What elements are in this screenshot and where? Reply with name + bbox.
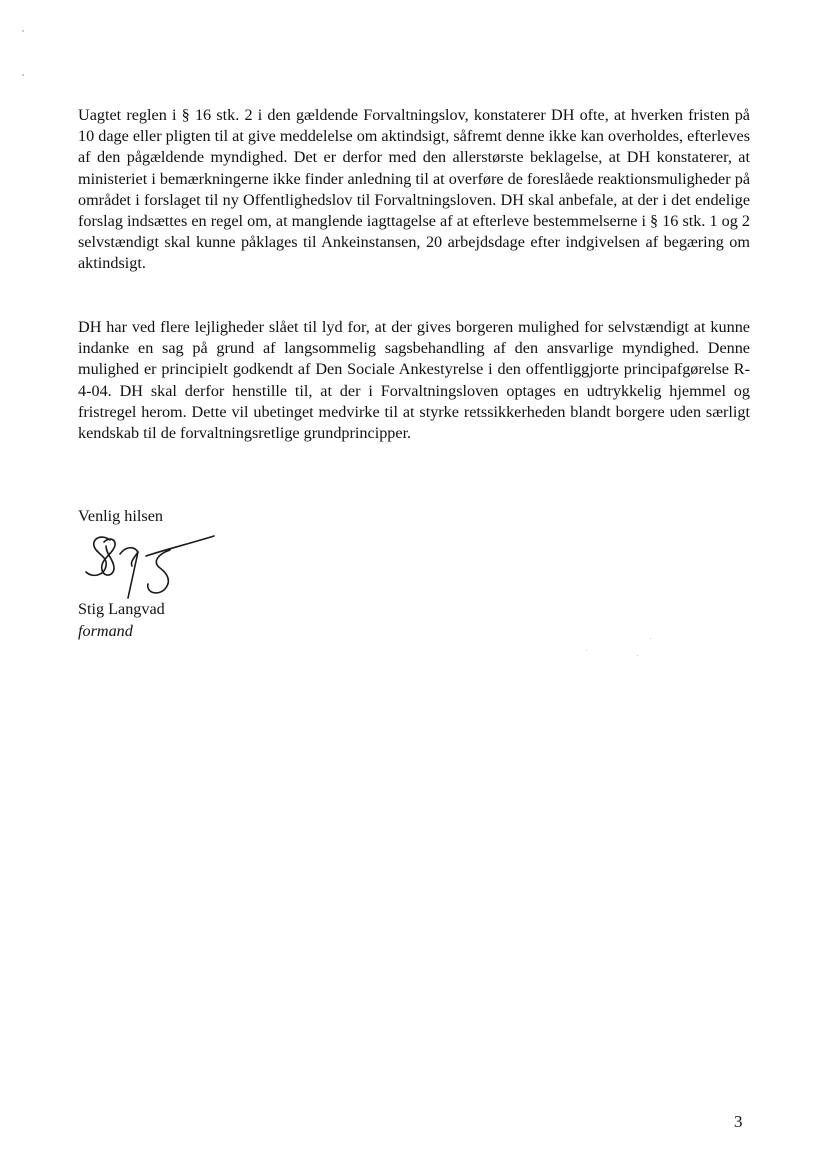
scan-speck [586,650,587,651]
scan-speck [650,638,651,639]
scan-speck [22,74,24,76]
page-number: 3 [734,1112,743,1131]
scan-speck [637,655,638,656]
signer-title: formand [78,622,133,640]
handwritten-signature [80,532,220,600]
signer-name: Stig Langvad [78,600,165,618]
body-paragraph-2: DH har ved flere lejligheder slået til lyd for, at der gives borgeren mulighed for selvstændigt at kunne indanke en sag på grund af langsommelig sagsbehandling af den ansvarlige myndighed. Denne mulighed er principielt godkendt af Den Sociale Ankestyrelse i den offentliggjorte principafgørelse R-4-04. DH skal derfor henstille til, at der i Forvaltningsloven optages en udtrykkelig hjemmel og fristregel herom. Dette vil ubetinget medvirke til at styrke retssikkerheden blandt borgere uden særligt kendskab til de forvaltningsretlige grundprincipper. [78,318,750,443]
body-paragraph-1: Uagtet reglen i § 16 stk. 2 i den gældende Forvaltningslov, konstaterer DH ofte, at hverken fristen på 10 dage eller pligten til at give meddelelse om aktindsigt, såfremt denne ikke kan overholdes, efterleves af den pågældende myndighed. Det er derfor med den allerstørste beklagelse, at DH konstaterer, at ministeriet i bemærkningerne ikke finder anledning til at overføre de foreslåede reaktionsmuligheder på området i forslaget til ny Offentlighedslov til Forvaltningsloven. DH skal anbefale, at der i det endelige forslag indsættes en regel om, at manglende iagttagelse af at efterleve bestemmelserne i § 16 stk. 1 og 2 selvstændigt skal kunne påklages til Ankeinstansen, 20 arbejdsdage efter indgivelsen af begæring om aktindsigt. [78,106,751,273]
scan-speck [22,30,24,32]
closing-greeting: Venlig hilsen [78,507,163,525]
